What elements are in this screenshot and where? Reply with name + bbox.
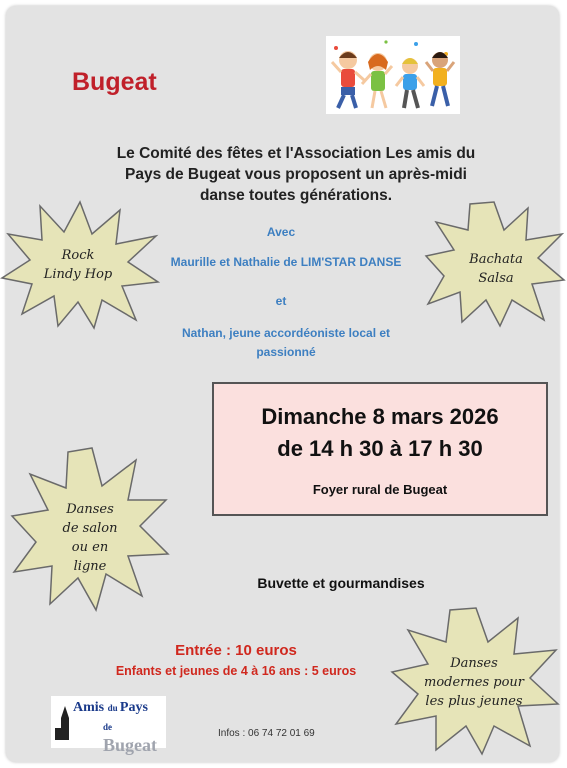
guest-et: et [275, 294, 287, 308]
star-line: de salon [62, 521, 118, 536]
star-modernes-text [408, 654, 540, 711]
star-line: Rock [61, 248, 95, 263]
guest-avec: Avec [266, 225, 296, 239]
star-line: ou en [71, 540, 109, 555]
intro-line: Le Comité des fêtes et l'Association Les amis du [116, 145, 476, 162]
guest-first: Maurille et Nathalie de LIM'STAR DANSE [170, 255, 402, 269]
star-salon-text [42, 500, 138, 576]
event-venue: Foyer rural de Bugeat [312, 482, 448, 497]
price-enfants: Enfants et jeunes de 4 à 16 ans : 5 euros [115, 664, 357, 678]
star-bachata-text [446, 250, 546, 288]
event-date: Dimanche 8 mars 2026 [261, 404, 499, 429]
star-line: Lindy Hop [43, 267, 113, 282]
page-title: Bugeat [72, 68, 157, 96]
star-rock-text [24, 246, 132, 284]
poster [6, 6, 559, 762]
amis-du-pays-de-bugeat-logo [51, 696, 166, 755]
price-entree: Entrée : 10 euros [175, 642, 297, 659]
intro-line: Pays de Bugeat vous proposent un après-midi [125, 166, 467, 183]
infos-phone: Infos : 06 74 72 01 69 [218, 728, 315, 739]
buvette-text: Buvette et gourmandises [257, 575, 425, 591]
church-icon [55, 706, 75, 740]
star-line: Bachata [469, 252, 523, 267]
guest-second-line1: Nathan, jeune accordéoniste local et [181, 326, 391, 340]
star-line: Danses [450, 656, 498, 671]
star-line: modernes pour [424, 675, 524, 690]
event-time: de 14 h 30 à 17 h 30 [277, 436, 483, 461]
intro-text [46, 143, 546, 206]
star-line: les plus jeunes [425, 694, 523, 709]
intro-line: danse toutes générations. [199, 187, 393, 204]
guest-second-line2: passionné [256, 345, 316, 359]
logo-line2: de Bugeat [103, 722, 157, 755]
star-line: Salsa [478, 271, 514, 286]
dancing-children-icon [326, 36, 460, 114]
event-box [212, 382, 548, 516]
star-line: ligne [73, 559, 107, 574]
logo-line1: Amis du Pays [73, 700, 148, 715]
star-line: Danses [66, 502, 114, 517]
